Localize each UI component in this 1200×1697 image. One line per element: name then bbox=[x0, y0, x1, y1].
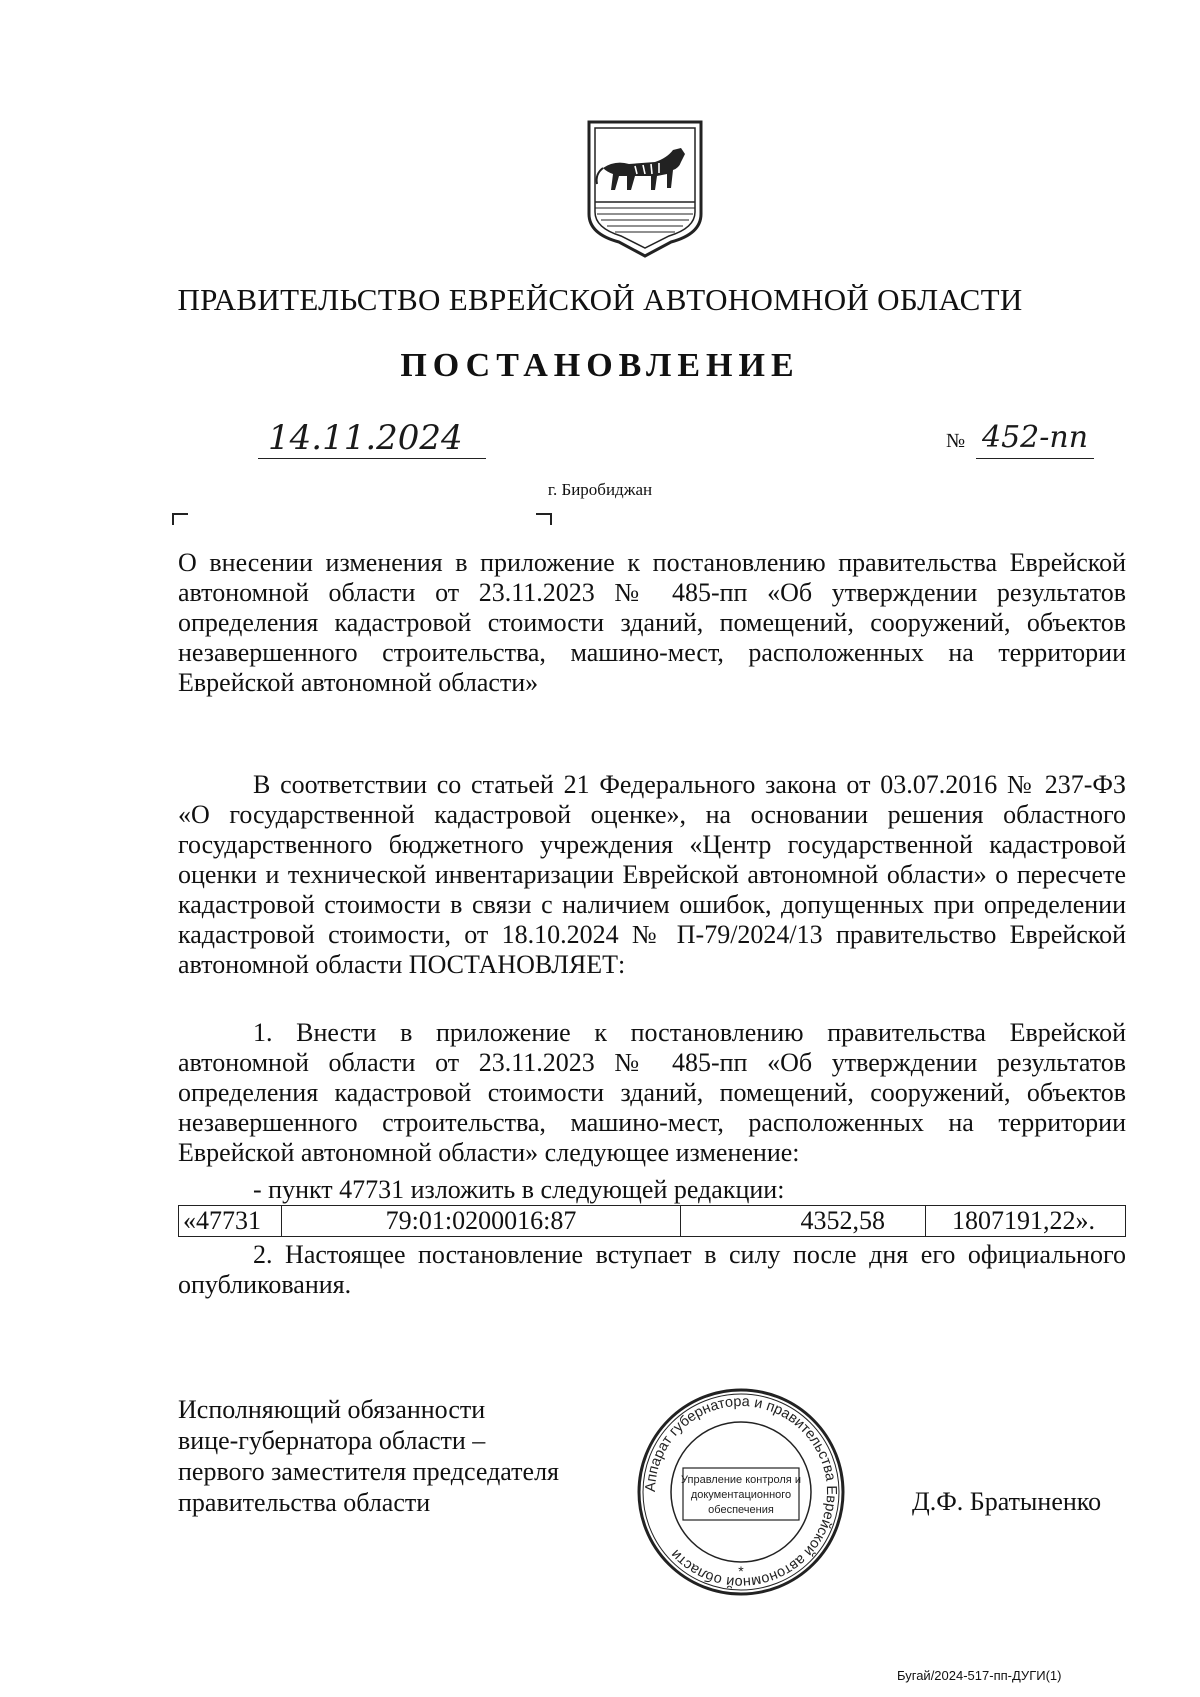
official-stamp bbox=[635, 1386, 847, 1598]
position-line: первого заместителя председателя bbox=[178, 1457, 559, 1486]
position-line: Исполняющий обязанности bbox=[178, 1395, 486, 1424]
amendment-table bbox=[178, 1205, 1126, 1237]
table-cell-value: 1807191,22». bbox=[926, 1206, 1126, 1237]
subject-paragraph: О внесении изменения в приложение к постановлению правительства Еврейской автономной области от 23.11.2023 № 485-пп «Об утверждении результатов определения кадастровой стоимости зданий, помещений, сооружений, объектов незавершенного строительства, машино-мест, расположенных на территории Еврейской автономной области» bbox=[178, 548, 1126, 697]
stamp-outer-text: Аппарат губернатора и правительства Еврейской автономной области bbox=[642, 1393, 840, 1591]
table-cell-area: 4352,58 bbox=[681, 1206, 926, 1237]
table-row bbox=[179, 1206, 1126, 1237]
position-line: правительства области bbox=[178, 1488, 431, 1517]
handwritten-number: 452-пп bbox=[976, 418, 1094, 459]
item-1-dash-line: - пункт 47731 изложить в следующей редакции: bbox=[253, 1175, 785, 1204]
table-cell-cadastral-number: 79:01:0200016:87 bbox=[282, 1206, 681, 1237]
subject-corner-left bbox=[172, 513, 188, 525]
number-sign: № bbox=[946, 430, 966, 452]
preamble-paragraph: В соответствии со статьей 21 Федерального закона от 03.07.2016 № 237-ФЗ «О государственной кадастровой оценке», на основании решения областного государственного бюджетного учреждения «Центр государственной кадастровой оценки и технической инвентаризации Еврейской автономной области» о пересчете кадастровой стоимости в связи с наличием ошибок, допущенных при определении кадастровой стоимости, от 18.10.2024 № П-79/2024/13 правительство Еврейской автономной области ПОСТАНОВЛЯЕТ: bbox=[178, 770, 1126, 979]
stamp-inner-line: Управление контроля и bbox=[681, 1474, 801, 1486]
position-line: вице-губернатора области – bbox=[178, 1426, 486, 1455]
footer-document-code: Бугай/2024-517-пп-ДУГИ(1) bbox=[897, 1668, 1062, 1683]
stamp-inner-line: обеспечения bbox=[708, 1504, 774, 1516]
coat-of-arms-emblem bbox=[585, 118, 705, 260]
signatory-position bbox=[178, 1394, 618, 1518]
signatory-name: Д.Ф. Братыненко bbox=[912, 1487, 1102, 1516]
subject-corner-right bbox=[536, 513, 552, 525]
stamp-star: * bbox=[738, 1563, 744, 1579]
coat-of-arms-tiger-icon bbox=[589, 122, 701, 256]
handwritten-date: 14.11.2024 bbox=[258, 418, 486, 459]
table-cell-point: «47731 bbox=[179, 1206, 282, 1237]
stamp-inner-line: документационного bbox=[690, 1489, 792, 1501]
item-1-paragraph: 1. Внести в приложение к постановлению правительства Еврейской автономной области от 23.11.2023 № 485-пп «Об утверждении результатов определения кадастровой стоимости зданий, помещений, сооружений, объектов незавершенного строительства, машино-мест, расположенных на территории Еврейской автономной области» следующее изменение: bbox=[178, 1018, 1126, 1167]
city-label: г. Биробиджан bbox=[547, 480, 653, 499]
government-title: ПРАВИТЕЛЬСТВО ЕВРЕЙСКОЙ АВТОНОМНОЙ ОБЛАСТИ bbox=[177, 282, 1023, 317]
item-2-paragraph: 2. Настоящее постановление вступает в силу после дня его официального опубликования. bbox=[178, 1240, 1126, 1299]
document-type-heading: ПОСТАНОВЛЕНИЕ bbox=[400, 347, 800, 384]
